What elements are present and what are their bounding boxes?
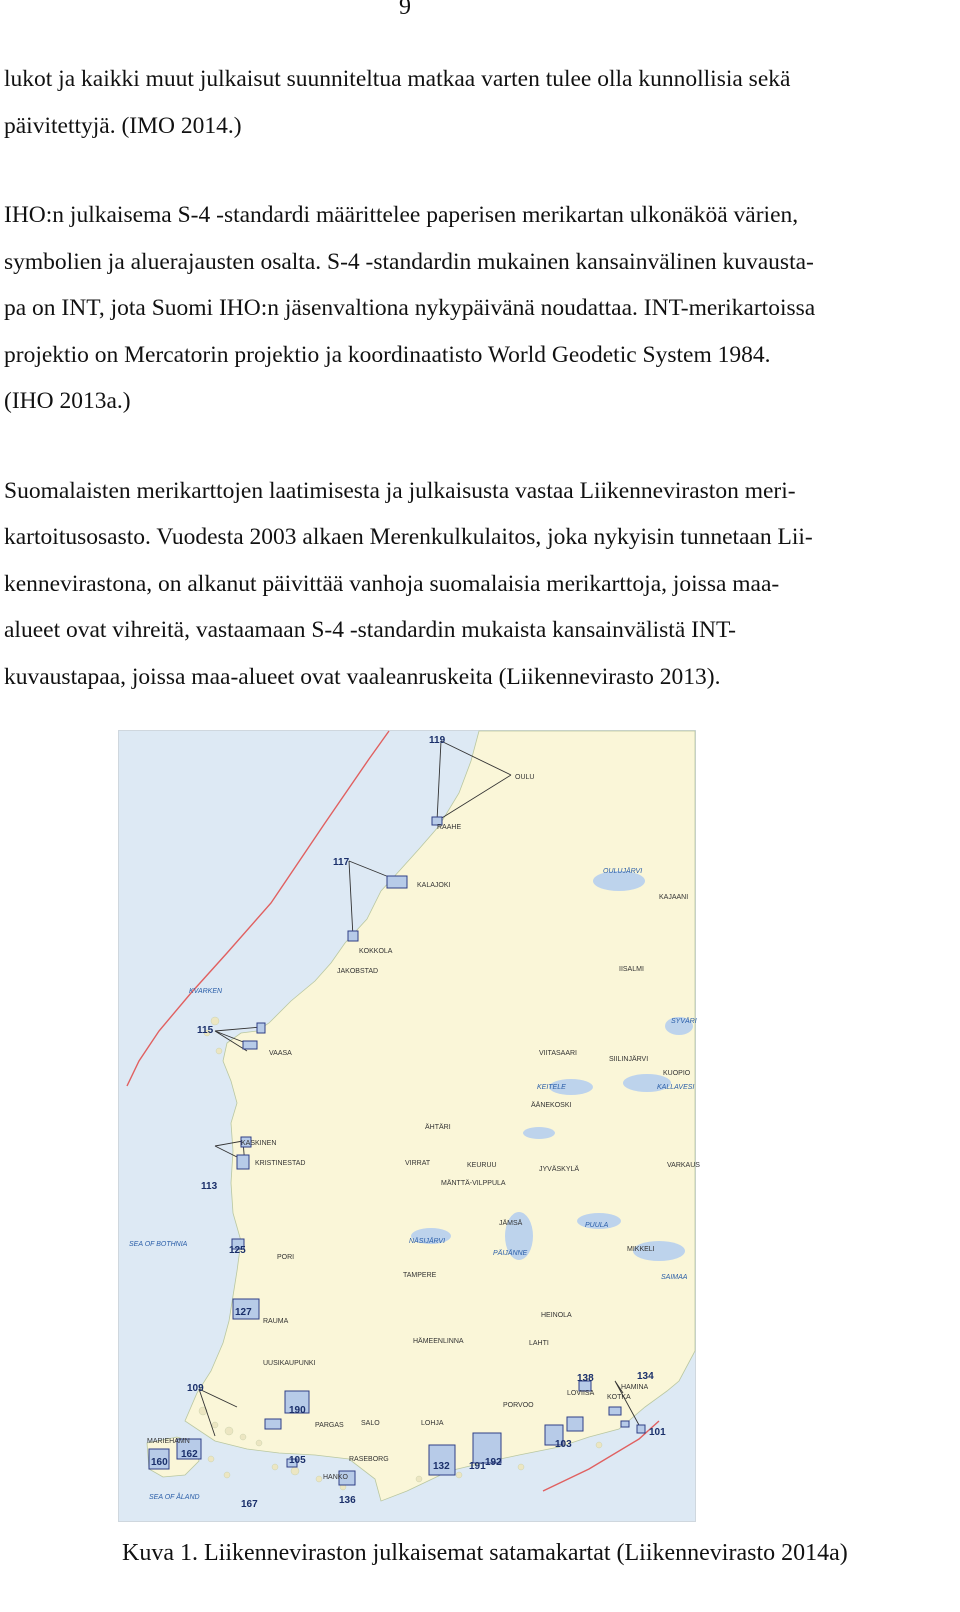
chart-number: 192 — [485, 1457, 502, 1468]
place-label: ÄÄNEKOSKI — [531, 1102, 572, 1109]
text-line: projektio on Mercatorin projektio ja koordinaatisto World Geodetic System 1984. — [4, 341, 771, 368]
body-text — [4, 56, 954, 743]
place-label: VIITASAARI — [539, 1050, 577, 1057]
lake-label-paijanne: PÄIJÄNNE — [493, 1250, 528, 1257]
place-label: MARIEHAMN — [147, 1438, 190, 1445]
page-number: 9 — [399, 0, 411, 20]
place-label: MÄNTTÄ-VILPPULA — [441, 1180, 506, 1187]
place-label: KUOPIO — [663, 1070, 691, 1077]
text-line: Suomalaisten merikarttojen laatimisesta ja julkaisusta vastaa Liikenneviraston meri- — [4, 477, 796, 504]
chart-number: 160 — [151, 1457, 168, 1468]
place-label: UUSIKAUPUNKI — [263, 1360, 316, 1367]
place-label: LOHJA — [421, 1420, 444, 1427]
chart-number: 190 — [289, 1405, 306, 1416]
place-label: KOTKA — [607, 1394, 631, 1401]
place-label: TAMPERE — [403, 1272, 437, 1279]
place-label: HAMINA — [621, 1384, 649, 1391]
lake-label-oulujarvi: OULUJÄRVI — [603, 868, 643, 875]
chart-number: 105 — [289, 1455, 306, 1466]
text-line: päivitettyjä. (IMO 2014.) — [4, 112, 242, 139]
text-line: (IHO 2013a.) — [4, 388, 131, 414]
place-label: HANKO — [323, 1474, 348, 1481]
place-label: KALAJOKI — [417, 882, 451, 889]
chart-number: 115 — [197, 1025, 214, 1036]
text-line: kuvaustapaa, joissa maa-alueet ovat vaaleanruskeita (Liikennevirasto 2013). — [4, 663, 721, 690]
sea-label-kvarken: KVARKEN — [189, 988, 223, 995]
harbour-charts-map — [118, 730, 700, 1522]
lake-label-puula: PUULA — [585, 1222, 609, 1229]
chart-number: 109 — [187, 1383, 204, 1394]
place-label: MIKKELI — [627, 1246, 655, 1253]
text-line: IHO:n julkaisema S-4 -standardi määrittelee paperisen merikartan ulkonäköä värien, — [4, 202, 799, 228]
place-label: OULU — [515, 774, 535, 781]
place-label: KRISTINESTAD — [255, 1160, 306, 1167]
sea-label-aland: SEA OF ÅLAND — [149, 1494, 200, 1501]
place-label: KAJAANI — [659, 894, 689, 901]
sea-label-bothnia: SEA OF BOTHNIA — [129, 1241, 188, 1248]
chart-number: 103 — [555, 1439, 572, 1450]
lake-label-saimaa: SAIMAA — [661, 1274, 688, 1281]
text-line: kartoitusosasto. Vuodesta 2003 alkaen Merenkulkulaitos, joka nykyisin tunnetaan Lii- — [4, 524, 813, 550]
place-label: KOKKOLA — [359, 948, 393, 955]
paragraph — [4, 192, 954, 425]
chart-number: 101 — [649, 1427, 666, 1438]
chart-number: 134 — [637, 1371, 654, 1382]
chart-number: 117 — [333, 857, 350, 868]
chart-number: 191 — [469, 1461, 486, 1472]
place-label: VIRRAT — [405, 1160, 431, 1167]
place-label: JAKOBSTAD — [337, 968, 379, 975]
chart-number: 132 — [433, 1461, 450, 1472]
chart-number: 136 — [339, 1495, 356, 1506]
place-label: VARKAUS — [667, 1162, 700, 1169]
paragraph — [4, 468, 954, 701]
place-label: HÄMEENLINNA — [413, 1338, 464, 1345]
place-label: HEINOLA — [541, 1312, 572, 1319]
chart-number: 162 — [181, 1449, 198, 1460]
chart-number: 119 — [429, 735, 446, 746]
chart-number: 127 — [235, 1307, 252, 1318]
text-line: alueet ovat vihreitä, vastaamaan S-4 -standardin mukaista kansainvälistä INT- — [4, 617, 736, 643]
text-line: lukot ja kaikki muut julkaisut suunniteltua matkaa varten tulee olla kunnollisia sekä — [4, 66, 791, 92]
place-label: KASKINEN — [241, 1140, 277, 1147]
chart-number: 167 — [241, 1499, 258, 1510]
place-label: KEURUU — [467, 1162, 497, 1169]
lake-label-nasijarvi: NÄSIJÄRVI — [409, 1238, 446, 1245]
place-label: JÄMSÄ — [499, 1220, 523, 1227]
figure-caption: Kuva 1. Liikenneviraston julkaisemat satamakartat (Liikennevirasto 2014a) — [122, 1540, 848, 1566]
paragraph — [4, 56, 954, 149]
place-label: LOVIISA — [567, 1390, 595, 1397]
text-line: symbolien ja aluerajausten osalta. S-4 -standardin mukainen kansainvälinen kuvausta- — [4, 248, 814, 275]
place-label: VAASA — [269, 1050, 292, 1057]
place-label: PORVOO — [503, 1402, 534, 1409]
place-label: JYVÄSKYLÄ — [539, 1166, 580, 1173]
place-label: ÄHTÄRI — [425, 1124, 451, 1131]
place-label: PARGAS — [315, 1422, 344, 1429]
place-label: SIILINJÄRVI — [609, 1056, 649, 1063]
lake-label-syvari: SYVÄRI — [671, 1018, 697, 1025]
place-label: RASEBORG — [349, 1456, 389, 1463]
place-label: RAAHE — [437, 824, 462, 831]
chart-number: 125 — [229, 1245, 246, 1256]
place-label: RAUMA — [263, 1318, 289, 1325]
chart-number: 113 — [201, 1181, 218, 1192]
text-line: kennevirastona, on alkanut päivittää vanhoja suomalaisia merikarttoja, joissa maa- — [4, 570, 780, 597]
lake-label-kallavesi: KALLAVESI — [657, 1084, 695, 1091]
place-label: PORI — [277, 1254, 295, 1261]
chart-number: 138 — [577, 1373, 594, 1384]
place-label: LAHTI — [529, 1340, 549, 1347]
map-svg — [119, 731, 700, 1521]
text-line: pa on INT, jota Suomi IHO:n jäsenvaltiona nykypäivänä noudattaa. INT-merikartoissa — [4, 295, 816, 321]
lake-label-keitele: KEITELE — [537, 1084, 566, 1091]
place-label: IISALMI — [619, 966, 644, 973]
place-label: SALO — [361, 1420, 380, 1427]
